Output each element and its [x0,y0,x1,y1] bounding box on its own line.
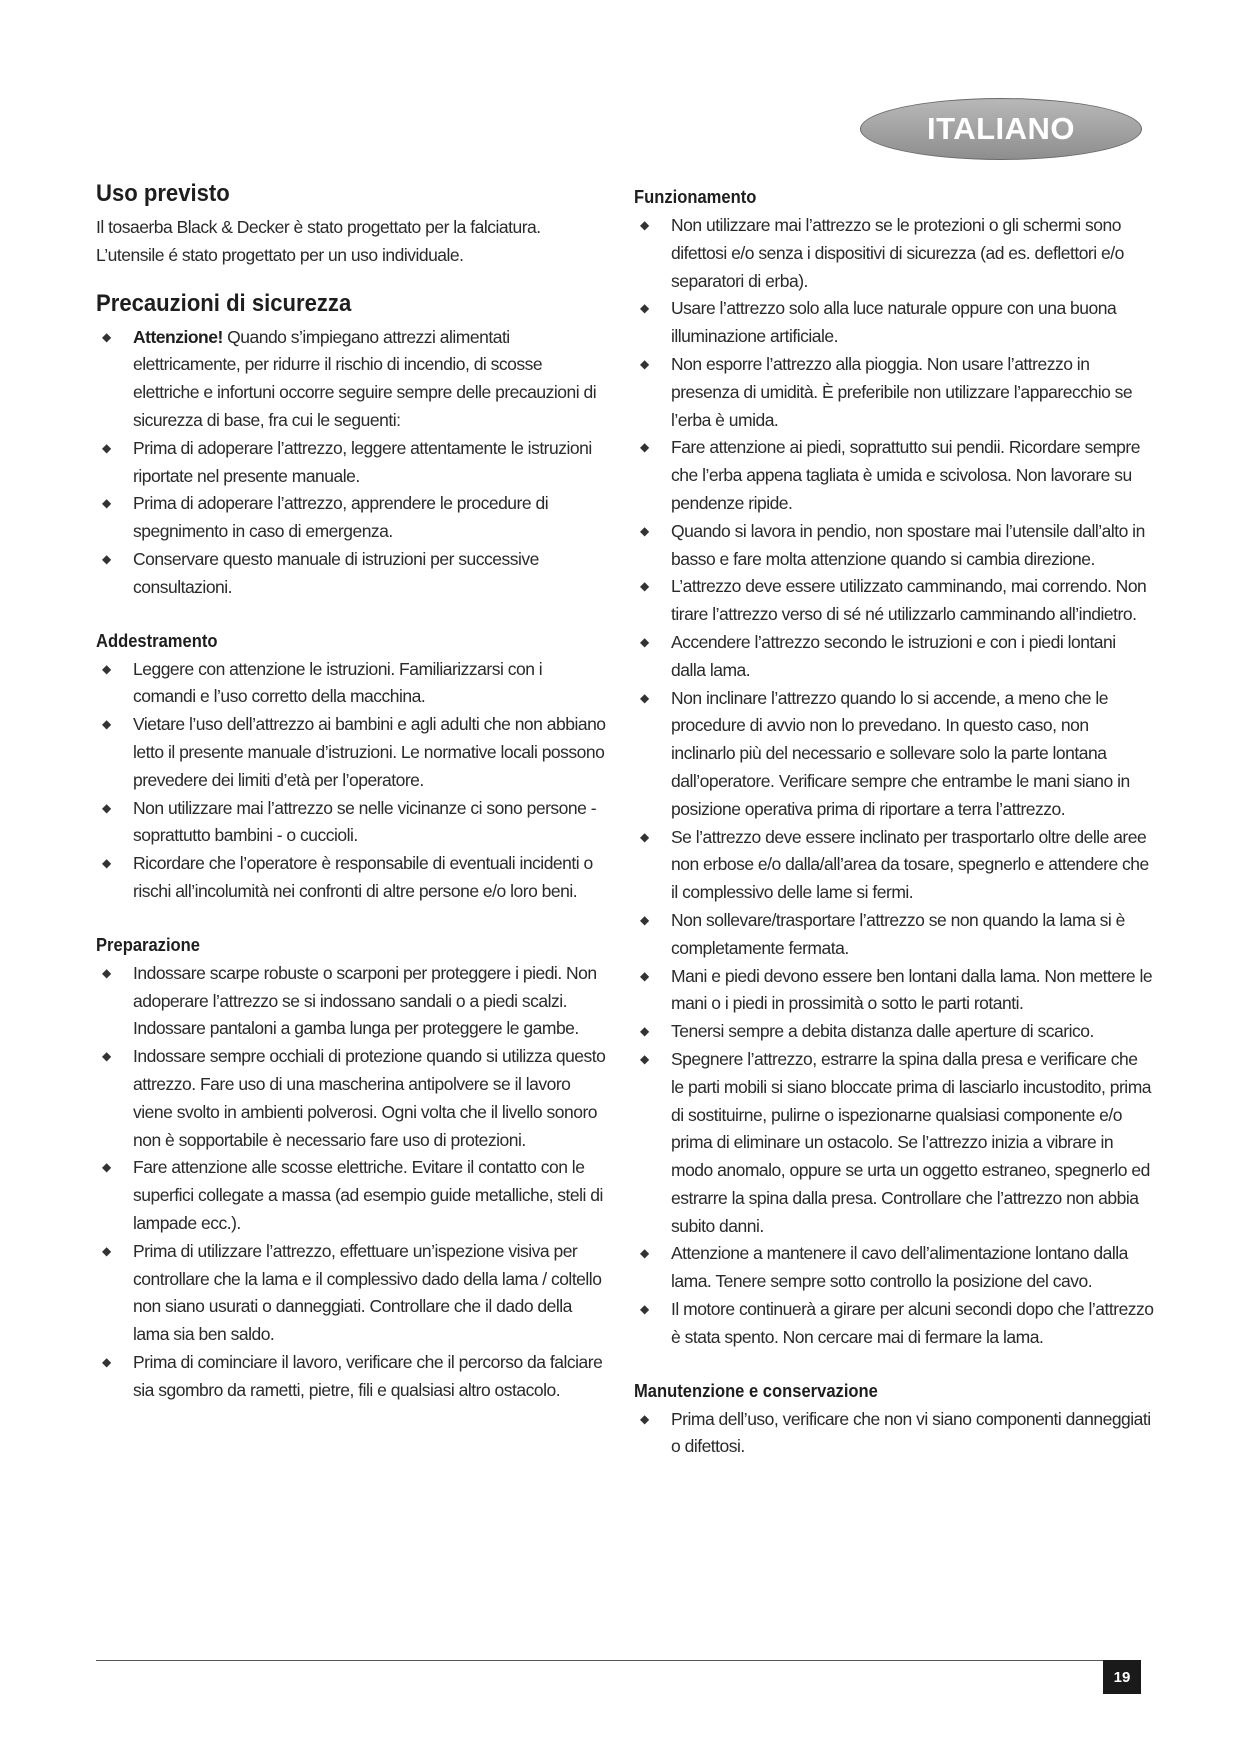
bullet-icon: ◆ [640,356,649,371]
preparazione-list [96,960,606,1405]
bullet-icon: ◆ [102,717,111,732]
funzionamento-list [634,212,1154,1352]
left-column [96,180,606,1404]
bullet-icon: ◆ [102,1243,111,1258]
section-title-preparazione: Preparazione [96,934,201,955]
section-title-addestramento: Addestramento [96,630,218,651]
list-item: ◆ Usare l’attrezzo solo alla luce naturale oppure con una buona illuminazione artificiale. [634,295,1154,351]
list-item: ◆ Non inclinare l’attrezzo quando lo si accende, a meno che le procedure di avvio non lo prevedano. In questo caso, non inclinarlo più del necessario e sollevare solo la parte lontana dall’operatore. Verificare sempre che entrambe le mani siano in posizione operativa prima di riportare a terra l’attrezzo. [634,685,1154,824]
bullet-icon: ◆ [102,496,111,511]
bullet-icon: ◆ [640,301,649,316]
bullet-icon: ◆ [640,218,649,232]
list-item: ◆ Indossare scarpe robuste o scarponi per proteggere i piedi. Non adoperare l’attrezzo se si indossano sandali o a piedi scalzi. Indossare pantaloni a gamba lunga per proteggere le gambe. [96,960,606,1043]
list-item: ◆ Accendere l’attrezzo secondo le istruzioni e con i piedi lontani dalla lama. [634,629,1154,685]
bullet-icon: ◆ [102,440,111,455]
bullet-icon: ◆ [102,965,111,980]
section-title-precauzioni: Precauzioni di sicurezza [96,289,352,317]
list-item: ◆ Se l’attrezzo deve essere inclinato per trasportarlo oltre delle aree non erbose e/o dalla/all’area da tosare, spegnerlo e attendere che il complessivo delle lame si fermi. [634,824,1154,907]
bullet-icon: ◆ [640,829,649,844]
bullet-icon: ◆ [102,856,111,871]
bullet-icon: ◆ [640,634,649,649]
section-title-funzionamento: Funzionamento [634,187,757,207]
section-title-uso-previsto: Uso previsto [96,180,230,207]
bullet-icon: ◆ [102,1049,111,1064]
bullet-icon: ◆ [102,1354,111,1369]
list-item: ◆ Non utilizzare mai l’attrezzo se le protezioni o gli schermi sono difettosi e/o senza i dispositivi di sicurezza (ad es. deflettori e/o separatori di erba). [634,212,1154,295]
footer-rule [96,1660,1140,1661]
list-item: ◆ Prima di cominciare il lavoro, verificare che il percorso da falciare sia sgombro da rametti, pietre, fili e qualsiasi altro ostacolo. [96,1349,606,1405]
bullet-icon: ◆ [640,690,649,705]
list-item: ◆ Non sollevare/trasportare l’attrezzo se non quando la lama si è completamente fermata. [634,907,1154,963]
bullet-icon: ◆ [640,1302,649,1317]
list-item: ◆ Prima di utilizzare l’attrezzo, effettuare un’ispezione visiva per controllare che la lama e il complessivo dado della lama / coltello non siano usurati o danneggiati. Controllare che il dado della lama sia ben saldo. [96,1238,606,1349]
list-item: ◆ Ricordare che l’operatore è responsabile di eventuali incidenti o rischi all’incolumità nei confronti di altre persone e/o loro beni. [96,850,606,906]
bullet-icon: ◆ [640,1411,649,1426]
list-item: ◆ Non esporre l’attrezzo alla pioggia. Non usare l’attrezzo in presenza di umidità. È preferibile non utilizzare l’apparecchio se l’erba è umida. [634,351,1154,434]
list-item [96,324,606,435]
warning-text: Quando s’impiegano attrezzi alimentati elettricamente, per ridurre il rischio di incendio, di scosse elettriche e infortuni occorre seguire sempre delle precauzioni di sicurezza di base, fra cui le seguenti: [133,326,597,430]
list-item: ◆ Mani e piedi devono essere ben lontani dalla lama. Non mettere le mani o i piedi in prossimità o sotto le parti rotanti. [634,963,1154,1019]
list-item: ◆ Tenersi sempre a debita distanza dalle aperture di scarico. [634,1018,1154,1046]
precauzioni-list [96,324,606,602]
bullet-icon: ◆ [640,1051,649,1066]
language-badge: ITALIANO [860,98,1142,160]
addestramento-list [96,656,606,906]
list-item: ◆ Vietare l’uso dell’attrezzo ai bambini e agli adulti che non abbiano letto il presente manuale d’istruzioni. Le normative locali possono prevedere dei limiti d’età per l’operatore. [96,711,606,794]
uso-line: L’utensile é stato progettato per un uso individuale. [96,244,464,265]
warning-label: Attenzione! [133,326,223,347]
list-item: ◆ Prima di adoperare l’attrezzo, leggere attentamente le istruzioni riportate nel presente manuale. [96,435,606,491]
list-item: ◆ Spegnere l’attrezzo, estrarre la spina dalla presa e verificare che le parti mobili si siano bloccate prima di lasciarlo incustodito, prima di sostituirne, pulirne o ispezionarne qualsiasi componente e/o prima di eliminare un ostacolo. Se l’attrezzo inizia a vibrare in modo anomalo, oppure se urta un oggetto estraneo, spegnerlo ed estrarre la spina dalla presa. Controllare che l’attrezzo non abbia subito danni. [634,1046,1154,1241]
page-number: 19 [1103,1660,1141,1694]
bullet-icon: ◆ [640,968,649,983]
bullet-icon: ◆ [640,1024,649,1039]
bullet-icon: ◆ [640,1246,649,1261]
list-item: ◆ Indossare sempre occhiali di protezione quando si utilizza questo attrezzo. Fare uso di una mascherina antipolvere se il lavoro viene svolto in ambienti polverosi. Ogni volta che il livello sonoro non è sopportabile è necessario fare uso di protezioni. [96,1043,606,1154]
bullet-icon: ◆ [102,800,111,815]
bullet-icon: ◆ [640,440,649,455]
list-item: ◆ L’attrezzo deve essere utilizzato camminando, mai correndo. Non tirare l’attrezzo verso di sé né utilizzarlo camminando all’indietro. [634,573,1154,629]
list-item: ◆ Non utilizzare mai l’attrezzo se nelle vicinanze ci sono persone - soprattutto bambini - o cuccioli. [96,795,606,851]
uso-line: Il tosaerba Black & Decker è stato progettato per la falciatura. [96,217,541,237]
list-item: ◆ Fare attenzione ai piedi, soprattutto sui pendii. Ricordare sempre che l’erba appena tagliata è umida e scivolosa. Non lavorare su pendenze ripide. [634,434,1154,517]
bullet-icon: ◆ [102,551,111,566]
list-item: ◆ Fare attenzione alle scosse elettriche. Evitare il contatto con le superfici collegate a massa (ad esempio guide metalliche, steli di lampade ecc.). [96,1154,606,1237]
list-item: ◆ Quando si lavora in pendio, non spostare mai l’utensile dall’alto in basso e fare molta attenzione quando si cambia direzione. [634,518,1154,574]
list-item: ◆ Prima dell’uso, verificare che non vi siano componenti danneggiati o difettosi. [634,1406,1154,1462]
right-column [634,186,1154,1461]
list-item: ◆ Il motore continuerà a girare per alcuni secondi dopo che l’attrezzo è stata spento. Non cercare mai di fermare la lama. [634,1296,1154,1352]
bullet-icon: ◆ [102,329,111,344]
list-item: ◆ Prima di adoperare l’attrezzo, apprendere le procedure di spegnimento in caso di emergenza. [96,490,606,546]
list-item: ◆ Leggere con attenzione le istruzioni. Familiarizzarsi con i comandi e l’uso corretto della macchina. [96,656,606,712]
section-title-manutenzione: Manutenzione e conservazione [634,1380,878,1401]
manutenzione-list [634,1406,1154,1462]
bullet-icon: ◆ [102,661,111,676]
bullet-icon: ◆ [640,523,649,538]
bullet-icon: ◆ [102,1160,111,1175]
list-item: ◆ Conservare questo manuale di istruzioni per successive consultazioni. [96,546,606,602]
bullet-icon: ◆ [640,912,649,927]
bullet-icon: ◆ [640,579,649,594]
list-item: ◆ Attenzione a mantenere il cavo dell’alimentazione lontano dalla lama. Tenere sempre sotto controllo la posizione del cavo. [634,1240,1154,1296]
